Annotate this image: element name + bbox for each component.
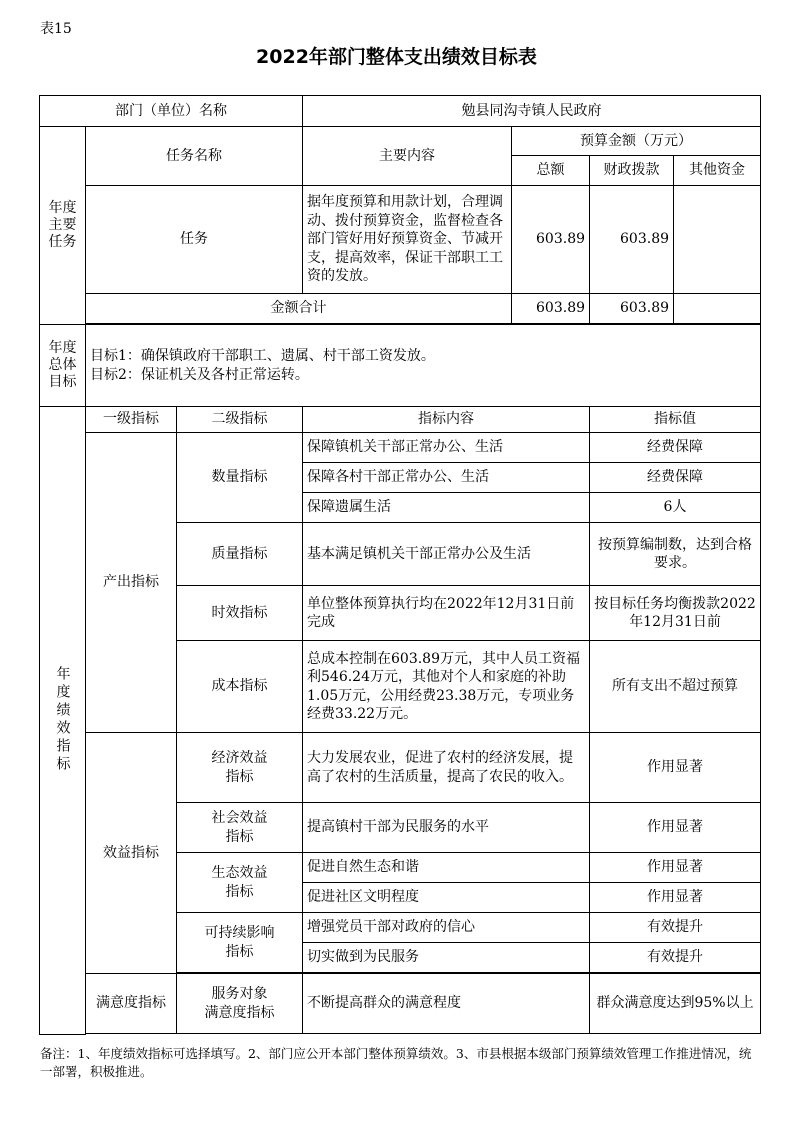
indicator-content-header: 指标内容 (303, 407, 590, 433)
goal-1: 目标1：确保镇政府干部职工、遗属、村干部工资发放。 (90, 348, 435, 365)
table-number: 表15 (40, 21, 72, 37)
economic-label-b: 指标 (225, 768, 254, 785)
indicator-value: 作用显著 (590, 883, 761, 913)
indicator-content: 切实做到为民服务 (303, 943, 590, 973)
cost-indicator-label: 成本指标 (177, 641, 303, 733)
timeliness-indicator-label: 时效指标 (177, 586, 303, 641)
overall-goal-content (86, 325, 761, 407)
indicator-content: 促进社区文明程度 (303, 883, 590, 913)
ecological-label-b: 指标 (225, 883, 254, 900)
sum-fiscal: 603.89 (590, 294, 674, 324)
sum-label: 金额合计 (86, 294, 512, 324)
indicator-content: 单位整体预算执行均在2022年12月31日前完成 (303, 586, 590, 641)
sum-row (40, 294, 761, 324)
sustainable-indicator-label (177, 913, 303, 973)
task-total: 603.89 (512, 186, 590, 294)
satisfaction-sub-a: 服务对象 (211, 986, 268, 1003)
service-satisfaction-label (177, 974, 303, 1034)
ecological-label-a: 生态效益 (211, 865, 268, 882)
table-row (40, 733, 761, 803)
indicator-value-header: 指标值 (590, 407, 761, 433)
social-indicator-label (177, 803, 303, 853)
indicator-content: 保障遗属生活 (303, 493, 590, 523)
indicator-content: 提高镇村干部为民服务的水平 (303, 803, 590, 853)
indicator-value: 有效提升 (590, 943, 761, 973)
satisfaction-indicator-label: 满意度指标 (86, 974, 177, 1034)
indicator-content: 保障镇机关干部正常办公、生活 (303, 433, 590, 463)
level2-header: 二级指标 (177, 407, 303, 433)
sustainable-label-a: 可持续影响 (204, 925, 275, 942)
indicator-value: 作用显著 (590, 733, 761, 803)
indicator-value: 经费保障 (590, 463, 761, 493)
task-header-row (40, 127, 761, 156)
economic-indicator-label (177, 733, 303, 803)
department-value: 勉县同沟寺镇人民政府 (303, 96, 761, 127)
annual-indicators-label (40, 407, 86, 1035)
indicator-content: 基本满足镇机关干部正常办公及生活 (303, 523, 590, 586)
table-row (40, 433, 761, 463)
goal-2: 目标2：保证机关及各村正常运转。 (90, 366, 309, 383)
indicator-value: 按目标任务均衡拨款2022年12月31日前 (590, 586, 761, 641)
annual-indicators-text: 年度绩效指标 (54, 666, 71, 775)
overall-goal-row (40, 325, 761, 407)
indicator-content: 不断提高群众的满意程度 (303, 974, 590, 1034)
social-label-a: 社会效益 (211, 810, 268, 827)
indicator-content: 促进自然生态和谐 (303, 853, 590, 883)
overall-goal-label: 年度总体目标 (40, 325, 86, 407)
indicator-value: 作用显著 (590, 853, 761, 883)
social-label-b: 指标 (225, 828, 254, 845)
level1-header: 一级指标 (86, 407, 177, 433)
sum-total: 603.89 (512, 294, 590, 324)
ecological-indicator-label (177, 853, 303, 913)
economic-label-a: 经济效益 (211, 750, 268, 767)
other-funds-header: 其他资金 (674, 156, 761, 186)
department-label: 部门（单位）名称 (40, 96, 303, 127)
indicator-value: 经费保障 (590, 433, 761, 463)
indicator-value: 有效提升 (590, 913, 761, 943)
indicator-header-row (40, 407, 761, 433)
indicator-content: 增强党员干部对政府的信心 (303, 913, 590, 943)
indicator-value: 按预算编制数，达到合格要求。 (590, 523, 761, 586)
department-row (40, 96, 761, 127)
indicator-value: 所有支出不超过预算 (590, 641, 761, 733)
footnote: 备注：1、年度绩效指标可选择填写。2、部门应公开本部门整体预算绩效。3、市县根据本级部门预算绩效管理工作推进情况，统一部署，积极推进。 (40, 1046, 752, 1080)
sustainable-label-b: 指标 (225, 943, 254, 960)
budget-amount-header: 预算金额（万元） (512, 127, 761, 156)
task-other (674, 186, 761, 294)
quality-indicator-label: 质量指标 (177, 523, 303, 586)
indicator-content: 大力发展农业，促进了农村的经济发展，提高了农村的生活质量，提高了农民的收入。 (303, 733, 590, 803)
indicator-content: 保障各村干部正常办公、生活 (303, 463, 590, 493)
table-row (40, 974, 761, 1034)
indicator-content: 总成本控制在603.89万元，其中人员工资福利546.24万元，其他对个人和家庭的补助1.05万元，公用经费23.38万元，专项业务经费33.22万元。 (303, 641, 590, 733)
indicator-value: 6人 (590, 493, 761, 523)
benefit-indicator-label: 效益指标 (86, 733, 177, 974)
task-name: 任务 (86, 186, 303, 294)
indicator-value: 作用显著 (590, 803, 761, 853)
quantity-indicator-label: 数量指标 (177, 433, 303, 523)
task-content: 据年度预算和用款计划，合理调动、拨付预算资金，监督检查各部门管好用好预算资金、节减开支，提高效率，保证干部职工工资的发放。 (303, 186, 512, 294)
output-indicator-label: 产出指标 (86, 433, 177, 733)
indicator-value: 群众满意度达到95%以上 (590, 974, 761, 1034)
fiscal-header: 财政拨款 (590, 156, 674, 186)
performance-table (39, 95, 761, 1035)
task-name-header: 任务名称 (86, 127, 303, 186)
total-header: 总额 (512, 156, 590, 186)
main-content-header: 主要内容 (303, 127, 512, 186)
task-row (40, 186, 761, 294)
sum-other (674, 294, 761, 324)
page-title: 2022年部门整体支出绩效目标表 (256, 46, 537, 68)
satisfaction-sub-b: 满意度指标 (204, 1004, 275, 1021)
task-fiscal: 603.89 (590, 186, 674, 294)
annual-tasks-label: 年度主要任务 (40, 127, 86, 325)
